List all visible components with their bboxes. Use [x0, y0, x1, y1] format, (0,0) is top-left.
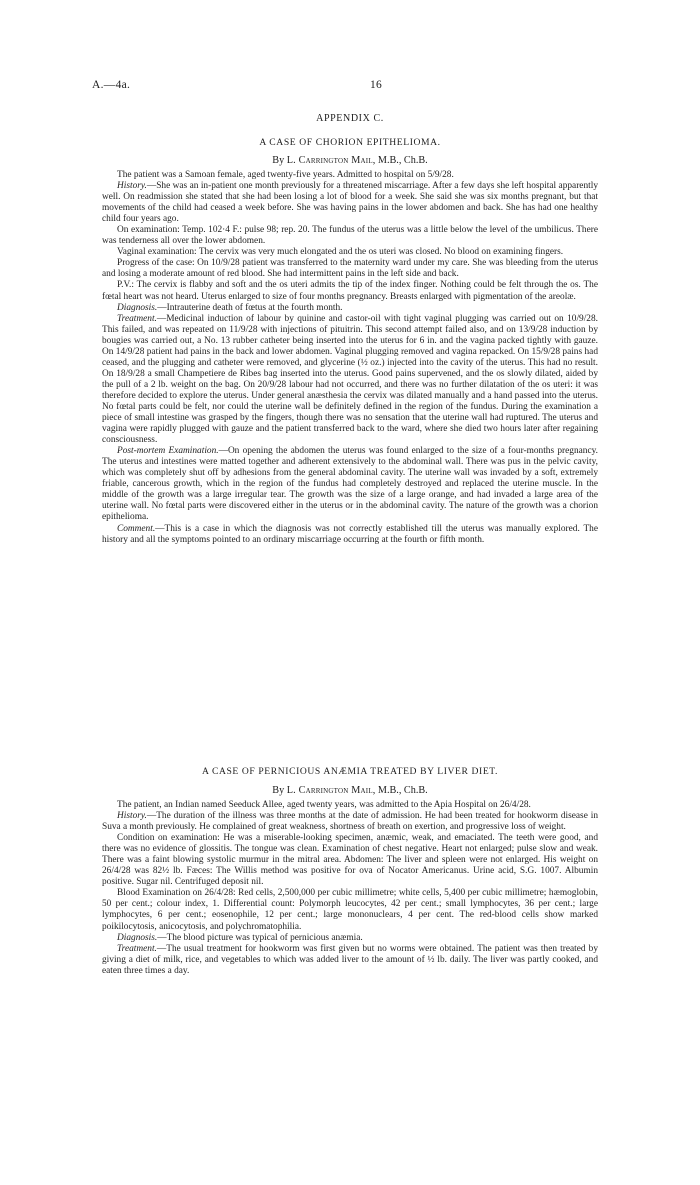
article1-body: [102, 170, 598, 546]
article1-author-prefix: By: [272, 155, 285, 166]
article2-author-prefix: By: [272, 785, 285, 796]
article1-paragraph: Comment.—This is a case in which the diagnosis was not correctly established till the uterus was manually explored. The history and all the symptoms pointed to an ordinary miscarriage occurring at the fourth or fifth month.: [102, 523, 598, 545]
page-header: [92, 79, 612, 95]
article1-paragraph: Vaginal examination: The cervix was very much elongated and the os uteri was closed. No blood on examining fingers.: [117, 247, 564, 258]
article2-author: [102, 785, 598, 796]
article1-paragraph: The patient was a Samoan female, aged twenty-five years. Admitted to hospital on 5/9/28.: [117, 170, 454, 180]
article2-paragraph: History.—The duration of the illness was three months at the date of admission. He had been treated for hookworm disease in Suva a month previously. He complained of great weakness, shortness of breath on exertion, and progressive loss of weight.: [102, 811, 598, 833]
article1-author-degrees: , M.B., Ch.B.: [372, 155, 428, 166]
article1-paragraph: P.V.: The cervix is flabby and soft and the os uteri admits the tip of the index finger. Nothing could be felt through the os. The fœtal heart was not heard. Uterus enlarged to size of four months pregnancy. Breasts enlarged with pigmentation of the areolæ.: [102, 280, 598, 302]
article2-author-name: L. Carrington Mail: [286, 785, 373, 796]
article2-paragraph: Treatment.—The usual treatment for hookworm was first given but no worms were obtained. The patient was then treated by giving a diet of milk, rice, and vegetables to which was added liver to the amount of ½ lb. daily. The liver was partly cooked, and eaten three times a day.: [102, 943, 598, 976]
page-number: 16: [370, 79, 383, 91]
article1-paragraph: On examination: Temp. 102·4 F.: pulse 98; rep. 20. The fundus of the uterus was a little below the level of the umbilicus. There was tenderness all over the lower abdomen.: [102, 225, 598, 247]
article2-title: A CASE OF PERNICIOUS ANÆMIA TREATED BY LIVER DIET.: [201, 766, 499, 777]
article2-paragraph: The patient, an Indian named Seeduck Allee, aged twenty years, was admitted to the Apia Hospital on 26/4/28.: [117, 800, 531, 810]
appendix-heading: APPENDIX C.: [316, 113, 384, 124]
article1-paragraph: Diagnosis.—Intrauterine death of fœtus at the fourth month.: [117, 302, 343, 313]
article1-author-name: L. Carrington Mail: [286, 155, 373, 166]
article2-paragraph: Condition on examination: He was a miserable-looking specimen, anæmic, weak, and emaciated. The teeth were good, and there was no evidence of glossitis. The tongue was clean. Examination of chest negative. Heart not enlarged; pulse slow and weak. There was a faint blowing systolic murmur in the mitral area. Abdomen: The liver and spleen were not enlarged. His weight on 26/4/28 was 82½ lb. Fæces: The Willis method was positive for ova of Nocator Americanus. Urine acid, S.G. 1007. Albumin positive. Sugar nil. Centrifuged deposit nil.: [102, 833, 598, 888]
article1-paragraph: History.—She was an in-patient one month previously for a threatened miscarriage. After a few days she left hospital apparently well. On readmission she stated that she had been losing a lot of blood for a week. She said she was six months pregnant, but that movements of the child had ceased a week before. She was having pains in the lower abdomen and back. She has had one healthy child four years ago.: [102, 181, 598, 225]
article2-paragraph: Diagnosis.—The blood picture was typical of pernicious anæmia.: [117, 932, 363, 943]
article1-author: [102, 155, 598, 166]
article1-title: A CASE OF CHORION EPITHELIOMA.: [259, 137, 441, 148]
article2-paragraph: Blood Examination on 26/4/28: Red cells, 2,500,000 per cubic millimetre; white cells, 5,400 per cubic millimetre; hæmoglobin, 50 per cent.; colour index, 1. Differential count: Polymorph leucocytes, 42 per cent.; small lymphocytes, 36 per cent.; large lymphocytes, 6 per cent.; eosenophile, 12 per cent.; large mononuclears, 4 per cent. The red-blood cells show marked poikilocytosis, anicocytosis, and polychromatophilia.: [102, 888, 598, 932]
article1-paragraph: Treatment.—Medicinal induction of labour by quinine and castor-oil with tight vaginal plugging was carried out on 10/9/28. This failed, and was repeated on 11/9/28 with injections of pituitrin. This second attempt failed also, and on 13/9/28 induction by bougies was carried out, a No. 13 rubber catheter being inserted into the uterus for 6 in. and the vagina packed tightly with gauze. On 14/9/28 patient had pains in the back and lower abdomen. Vaginal plugging removed and vagina repacked. On 15/9/28 pains had ceased, and the plugging and catheter were removed, and glycerine (½ oz.) injected into the cavity of the uterus. This had no result. On 18/9/28 a small Champetiere de Ribes bag inserted into the uterus. Good pains supervened, and the os slowly dilated, aided by the pull of a 2 lb. weight on the bag. On 20/9/28 labour had not occurred, and there was no further dilatation of the os uteri: it was therefore decided to explore the uterus. Under general anæsthesia the cervix was dilated manually and a hand passed into the uterus. No fœtal parts could be felt, nor could the uterine wall be definitely defined in the region of the fundus. During the examination a piece of small intestine was grasped by the fingers, though there was no sensation that the uterine wall had ruptured. The uterus and vagina were rapidly plugged with gauze and the patient transferred back to the ward, where she died two hours later after regaining consciousness.: [102, 313, 598, 446]
document-code: A.—4a.: [92, 79, 131, 91]
article2-body: [102, 800, 598, 977]
article2-author-degrees: , M.B., Ch.B.: [372, 785, 428, 796]
article1-paragraph: Progress of the case: On 10/9/28 patient was transferred to the maternity ward under my care. She was bleeding from the uterus and losing a moderate amount of red blood. She had intermittent pains in the left side and back.: [102, 258, 598, 280]
article1-paragraph: Post-mortem Examination.—On opening the abdomen the uterus was found enlarged to the size of a four-months pregnancy. The uterus and intestines were matted together and adherent extensively to the abdominal wall. There was pus in the pelvic cavity, which was completely shut off by adhesions from the general abdominal cavity. The uterine wall was invaded by a soft, extremely friable, cancerous growth, which in the region of the fundus had completely destroyed and replaced the uterine muscle. In the middle of the growth was a large irregular tear. The growth was the size of a large orange, and had invaded a large area of the uterine wall. No fœtal parts were discovered either in the uterus or in the abdominal cavity. The nature of the growth was a chorion epithelioma.: [102, 446, 598, 523]
